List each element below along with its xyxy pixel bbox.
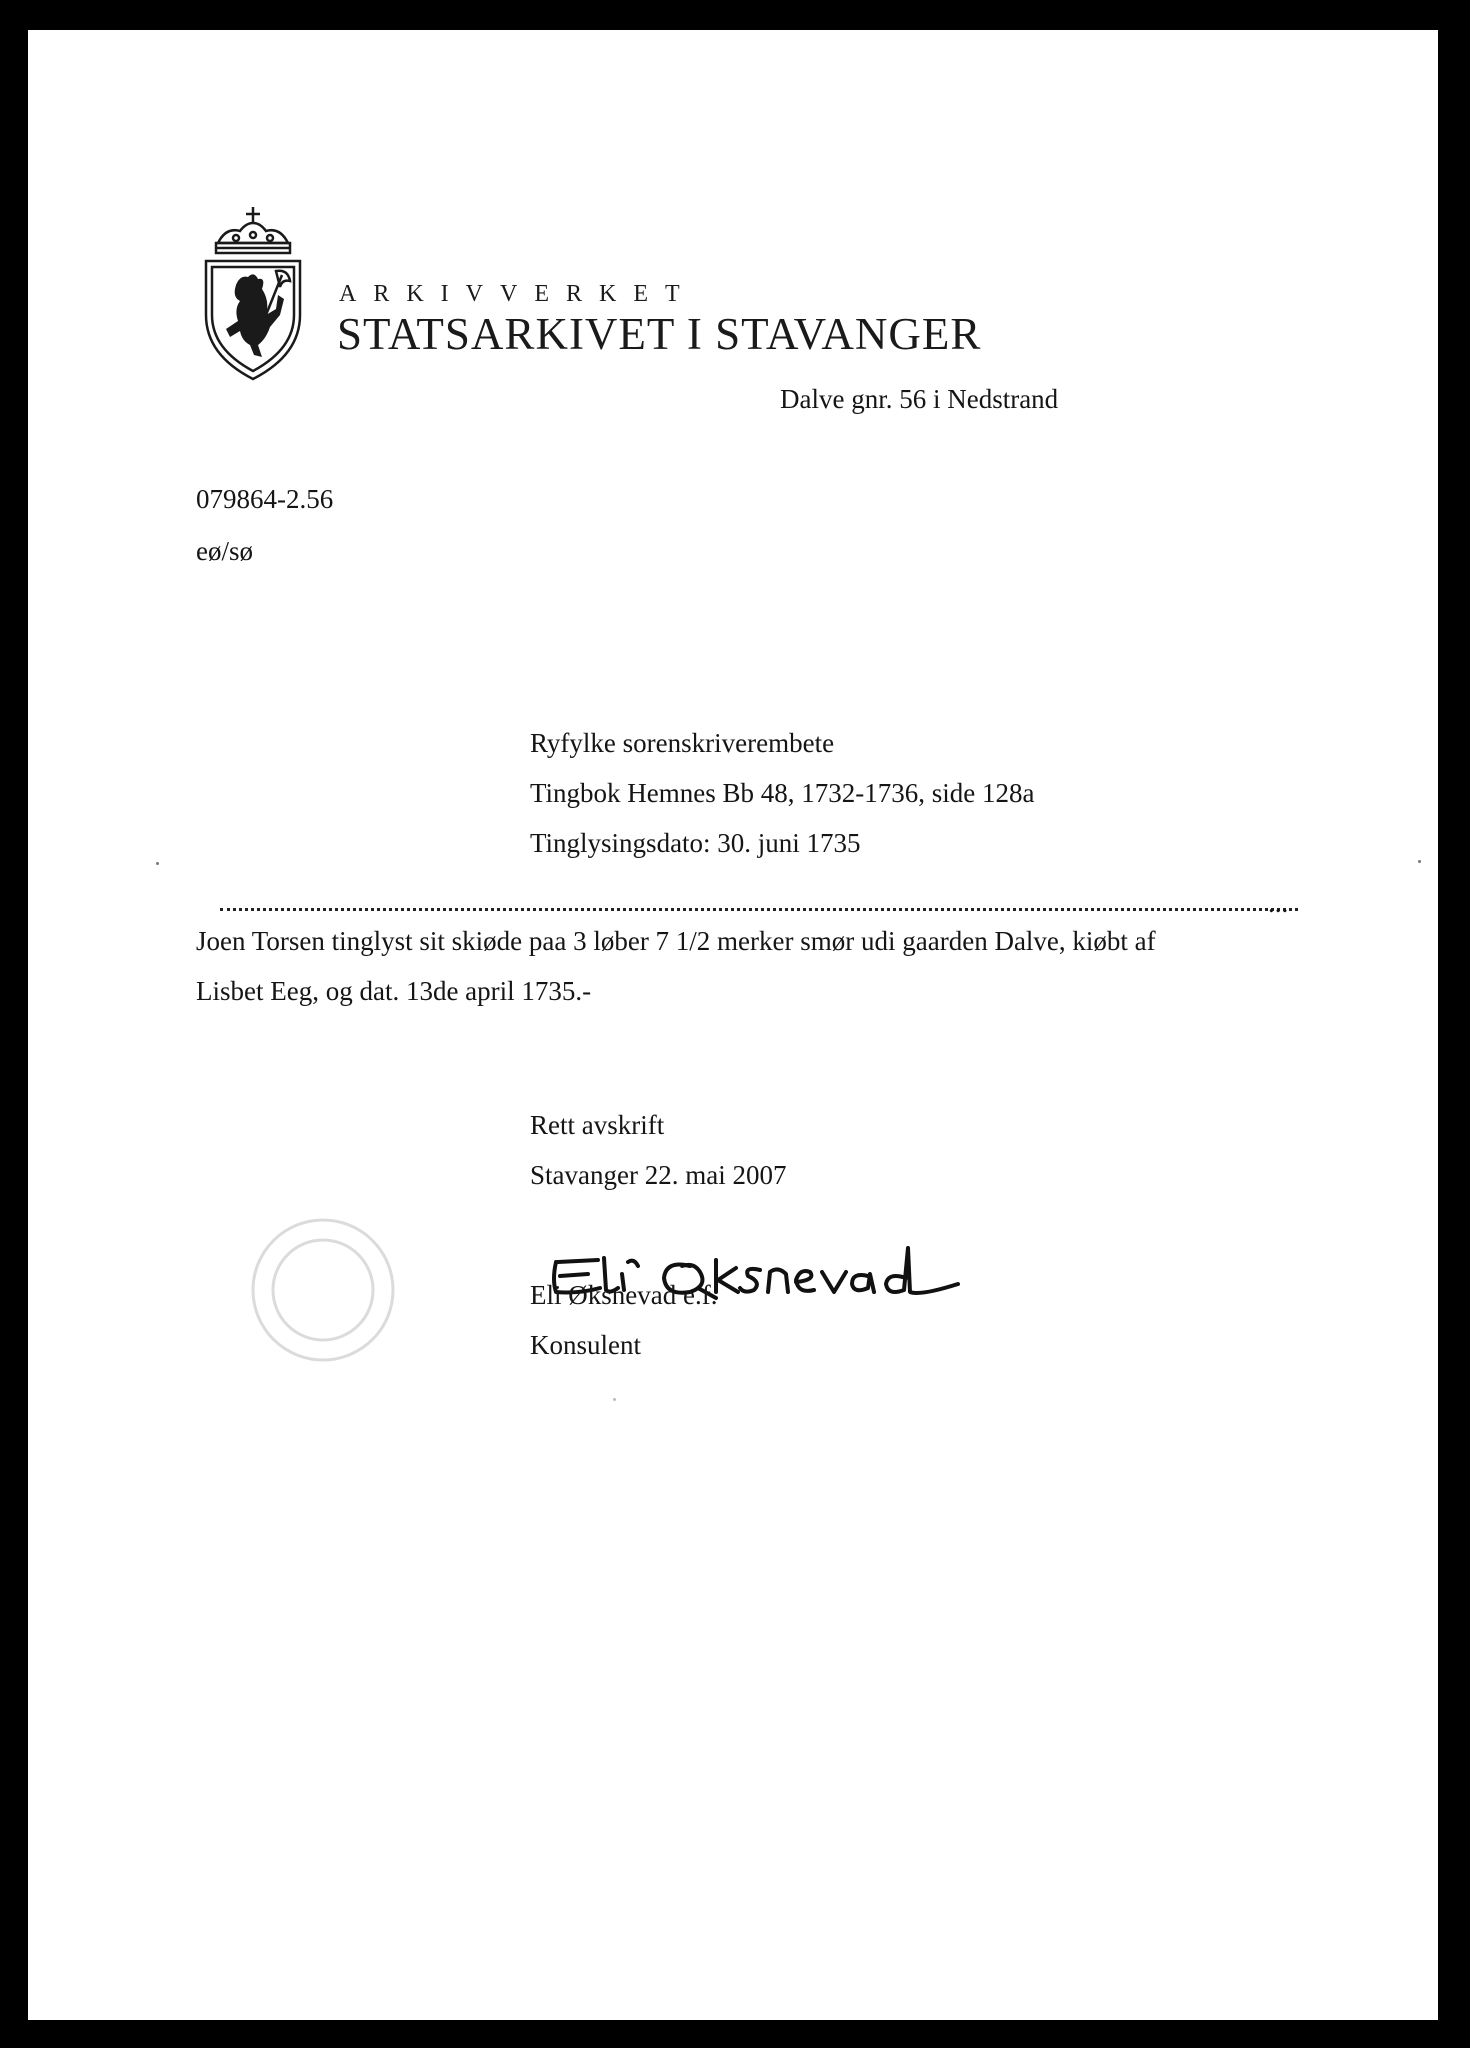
transcript-line-2: Lisbet Eeg, og dat. 13de april 1735.- <box>196 976 592 1006</box>
signer-title: Konsulent <box>530 1330 641 1360</box>
registration-date: Tinglysingsdato: 30. juni 1735 <box>530 828 861 858</box>
property-heading: Dalve gnr. 56 i Nedstrand <box>780 384 1059 414</box>
signer-name: Eli Øksnevad e.f. <box>530 1280 718 1310</box>
coat-of-arms-icon <box>196 205 310 381</box>
office-name: STATSARKIVET I STAVANGER <box>337 309 982 359</box>
scan-speck <box>613 1398 616 1401</box>
source-book: Tingbok Hemnes Bb 48, 1732-1736, side 128a <box>530 778 1035 808</box>
transcript-line-1: Joen Torsen tinglyst sit skiøde paa 3 løber 7 1/2 merker smør udi gaarden Dalve, kiøbt af <box>196 926 1156 956</box>
certification-statement: Rett avskrift <box>530 1110 665 1140</box>
reference-number: 079864-2.56 <box>196 484 334 514</box>
scan-speck <box>156 862 159 865</box>
separator-line <box>220 898 1298 911</box>
faded-stamp <box>228 1195 428 1395</box>
document-page <box>28 30 1438 2020</box>
archive-name: ARKIVVERKET <box>339 281 697 307</box>
initials: eø/sø <box>196 536 253 566</box>
separator-end: ... <box>1268 888 1289 918</box>
place-and-date: Stavanger 22. mai 2007 <box>530 1160 787 1190</box>
scan-speck <box>1418 860 1421 863</box>
source-office: Ryfylke sorenskriverembete <box>530 728 835 758</box>
